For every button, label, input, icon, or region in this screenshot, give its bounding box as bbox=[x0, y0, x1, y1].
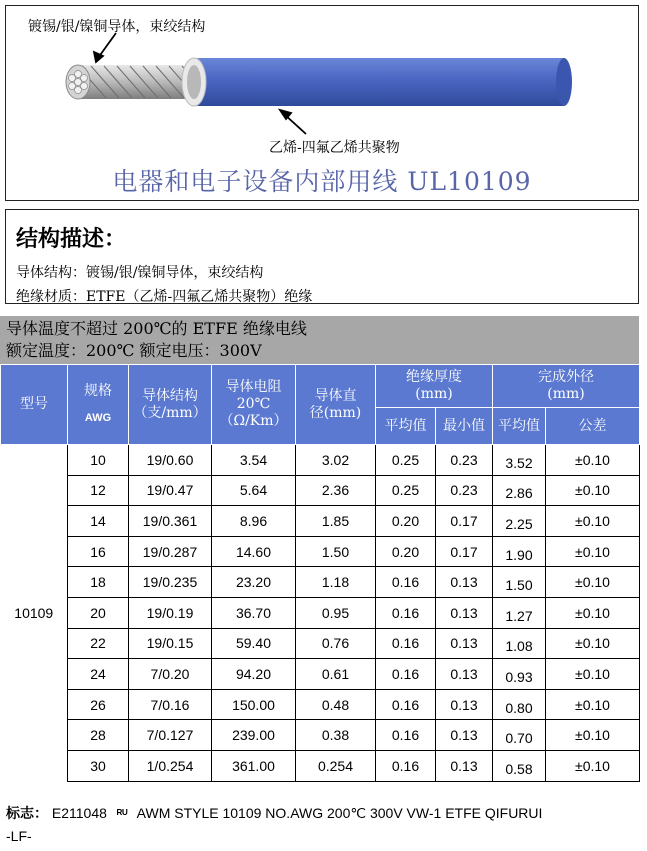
thickness-min-cell: 0.13 bbox=[436, 659, 493, 690]
model-cell: 10109 bbox=[1, 445, 68, 782]
structure-cell: 19/0.287 bbox=[129, 536, 212, 567]
outer-diameter-cell: 1.27 bbox=[493, 597, 546, 628]
thickness-min-cell: 0.13 bbox=[436, 567, 493, 598]
conductor-diameter-cell: 2.36 bbox=[296, 475, 376, 506]
header-od-label: 完成外径 bbox=[538, 369, 594, 385]
header-gauge bbox=[68, 365, 129, 445]
header-structure bbox=[129, 365, 212, 445]
awg-cell: 24 bbox=[68, 659, 129, 690]
thickness-avg-cell: 0.25 bbox=[376, 475, 436, 506]
structure-cell: 19/0.47 bbox=[129, 475, 212, 506]
structure-title: 结构描述： bbox=[16, 226, 127, 252]
spec-table bbox=[0, 364, 640, 782]
thickness-avg-cell: 0.16 bbox=[376, 567, 436, 598]
marking-line2: -LF- bbox=[6, 828, 32, 844]
table-row bbox=[1, 720, 640, 751]
header-resistance-unit: （Ω/Km） bbox=[219, 413, 288, 429]
thickness-avg-cell: 0.20 bbox=[376, 536, 436, 567]
conductor-diameter-cell: 0.95 bbox=[296, 597, 376, 628]
thickness-min-cell: 0.13 bbox=[436, 750, 493, 781]
structure-cell: 7/0.16 bbox=[129, 689, 212, 720]
awg-cell: 16 bbox=[68, 536, 129, 567]
header-thickness-avg: 平均值 bbox=[376, 408, 436, 445]
outer-diameter-cell: 0.58 bbox=[493, 750, 546, 781]
header-gauge-label: 规格 bbox=[84, 382, 112, 399]
conductor-diameter-cell: 0.254 bbox=[296, 750, 376, 781]
resistance-cell: 239.00 bbox=[212, 720, 296, 751]
thickness-avg-cell: 0.25 bbox=[376, 445, 436, 476]
thickness-avg-cell: 0.16 bbox=[376, 628, 436, 659]
thickness-min-cell: 0.13 bbox=[436, 720, 493, 751]
resistance-cell: 36.70 bbox=[212, 597, 296, 628]
table-row bbox=[1, 445, 640, 476]
thickness-avg-cell: 0.16 bbox=[376, 597, 436, 628]
header-thickness-label: 绝缘厚度 bbox=[406, 369, 462, 385]
conductor-label: 镀锡/银/镍铜导体，束绞结构 bbox=[28, 19, 206, 35]
header-resistance bbox=[212, 365, 296, 445]
header-conductor-dia-1: 导体直 bbox=[314, 387, 357, 404]
ul-recognized-mark-icon: ᴿᵁ bbox=[116, 807, 128, 821]
outer-diameter-cell: 2.25 bbox=[493, 506, 546, 537]
resistance-cell: 59.40 bbox=[212, 628, 296, 659]
marking-section bbox=[6, 802, 640, 847]
header-outer-diameter bbox=[493, 365, 640, 408]
conductor-diameter-cell: 0.76 bbox=[296, 628, 376, 659]
thickness-avg-cell: 0.16 bbox=[376, 720, 436, 751]
thickness-min-cell: 0.13 bbox=[436, 689, 493, 720]
spec-table-body bbox=[1, 445, 640, 782]
tolerance-cell: ±0.10 bbox=[546, 567, 640, 598]
spec-line-temperature: 导体温度不超过 200℃的 ETFE 绝缘电线 bbox=[6, 319, 307, 338]
structure-cell: 19/0.60 bbox=[129, 445, 212, 476]
conductor-diameter-cell: 3.02 bbox=[296, 445, 376, 476]
conductor-diameter-cell: 1.85 bbox=[296, 506, 376, 537]
outer-diameter-cell: 3.52 bbox=[493, 445, 546, 476]
tolerance-cell: ±0.10 bbox=[546, 536, 640, 567]
outer-diameter-cell: 0.70 bbox=[493, 720, 546, 751]
thickness-min-cell: 0.23 bbox=[436, 475, 493, 506]
awg-cell: 18 bbox=[68, 567, 129, 598]
structure-cell: 1/0.254 bbox=[129, 750, 212, 781]
header-resistance-label: 导体电阻 bbox=[225, 379, 282, 395]
awg-cell: 30 bbox=[68, 750, 129, 781]
structure-cell: 19/0.19 bbox=[129, 597, 212, 628]
tolerance-cell: ±0.10 bbox=[546, 445, 640, 476]
tolerance-cell: ±0.10 bbox=[546, 720, 640, 751]
conductor-structure-text: 导体结构：镀锡/银/镍铜导体，束绞结构 bbox=[16, 265, 264, 281]
tolerance-cell: ±0.10 bbox=[546, 659, 640, 690]
tolerance-cell: ±0.10 bbox=[546, 475, 640, 506]
outer-diameter-cell: 1.50 bbox=[493, 567, 546, 598]
insulation-material-text: 绝缘材质：ETFE（乙烯-四氟乙烯共聚物）绝缘 bbox=[16, 289, 313, 305]
product-banner bbox=[5, 5, 639, 201]
resistance-cell: 94.20 bbox=[212, 659, 296, 690]
header-structure-unit: （支/mm） bbox=[133, 404, 207, 421]
resistance-cell: 5.64 bbox=[212, 475, 296, 506]
structure-cell: 19/0.15 bbox=[129, 628, 212, 659]
header-od-avg: 平均值 bbox=[493, 408, 546, 445]
header-conductor-dia-2: 径(mm) bbox=[309, 404, 362, 421]
marking-lead: 标志： bbox=[6, 806, 48, 822]
structure-cell: 19/0.235 bbox=[129, 567, 212, 598]
header-model: 型号 bbox=[1, 365, 68, 445]
thickness-avg-cell: 0.20 bbox=[376, 506, 436, 537]
thickness-min-cell: 0.13 bbox=[436, 628, 493, 659]
awg-cell: 20 bbox=[68, 597, 129, 628]
awg-cell: 26 bbox=[68, 689, 129, 720]
outer-diameter-cell: 0.93 bbox=[493, 659, 546, 690]
resistance-cell: 14.60 bbox=[212, 536, 296, 567]
tolerance-cell: ±0.10 bbox=[546, 750, 640, 781]
header-insulation-thickness bbox=[376, 365, 493, 408]
thickness-min-cell: 0.13 bbox=[436, 597, 493, 628]
tolerance-cell: ±0.10 bbox=[546, 689, 640, 720]
conductor-diameter-cell: 0.48 bbox=[296, 689, 376, 720]
structure-cell: 19/0.361 bbox=[129, 506, 212, 537]
header-conductor-diameter bbox=[296, 365, 376, 445]
table-row bbox=[1, 506, 640, 537]
spec-line-ratings: 额定温度：200℃ 额定电压：300V bbox=[6, 341, 262, 360]
table-row bbox=[1, 659, 640, 690]
resistance-cell: 23.20 bbox=[212, 567, 296, 598]
resistance-cell: 8.96 bbox=[212, 506, 296, 537]
table-row bbox=[1, 750, 640, 781]
header-od-tolerance: 公差 bbox=[546, 408, 640, 445]
table-row bbox=[1, 628, 640, 659]
outer-diameter-cell: 0.80 bbox=[493, 689, 546, 720]
marking-code: E211048 bbox=[51, 805, 107, 821]
outer-diameter-cell: 1.90 bbox=[493, 536, 546, 567]
resistance-cell: 361.00 bbox=[212, 750, 296, 781]
conductor-diameter-cell: 1.50 bbox=[296, 536, 376, 567]
conductor-diameter-cell: 0.61 bbox=[296, 659, 376, 690]
spec-bar bbox=[0, 316, 639, 364]
header-od-unit: (mm) bbox=[547, 386, 585, 402]
thickness-min-cell: 0.17 bbox=[436, 536, 493, 567]
header-gauge-unit: AWG bbox=[84, 411, 112, 424]
marking-text: AWM STYLE 10109 NO.AWG 200℃ 300V VW-1 ETFE QIFURUI bbox=[136, 805, 543, 821]
table-row bbox=[1, 689, 640, 720]
resistance-cell: 3.54 bbox=[212, 445, 296, 476]
outer-diameter-cell: 1.08 bbox=[493, 628, 546, 659]
conductor-diameter-cell: 1.18 bbox=[296, 567, 376, 598]
thickness-avg-cell: 0.16 bbox=[376, 689, 436, 720]
thickness-min-cell: 0.17 bbox=[436, 506, 493, 537]
conductor-diameter-cell: 0.38 bbox=[296, 720, 376, 751]
structure-cell: 7/0.127 bbox=[129, 720, 212, 751]
tolerance-cell: ±0.10 bbox=[546, 506, 640, 537]
insulation-label: 乙烯-四氟乙烯共聚物 bbox=[269, 140, 400, 156]
header-structure-label: 导体结构 bbox=[142, 387, 198, 404]
structure-section bbox=[5, 209, 639, 304]
awg-cell: 14 bbox=[68, 506, 129, 537]
tolerance-cell: ±0.10 bbox=[546, 597, 640, 628]
thickness-avg-cell: 0.16 bbox=[376, 659, 436, 690]
header-resistance-temp: 20℃ bbox=[236, 396, 271, 412]
awg-cell: 28 bbox=[68, 720, 129, 751]
table-row bbox=[1, 475, 640, 506]
page-title: 电器和电子设备内部用线 UL10109 bbox=[112, 167, 532, 196]
thickness-avg-cell: 0.16 bbox=[376, 750, 436, 781]
table-row bbox=[1, 597, 640, 628]
awg-cell: 12 bbox=[68, 475, 129, 506]
thickness-min-cell: 0.23 bbox=[436, 445, 493, 476]
outer-diameter-cell: 2.86 bbox=[493, 475, 546, 506]
header-thickness-unit: (mm) bbox=[415, 386, 453, 402]
awg-cell: 10 bbox=[68, 445, 129, 476]
table-row bbox=[1, 536, 640, 567]
awg-cell: 22 bbox=[68, 628, 129, 659]
tolerance-cell: ±0.10 bbox=[546, 628, 640, 659]
header-thickness-min: 最小值 bbox=[436, 408, 493, 445]
table-row bbox=[1, 567, 640, 598]
structure-cell: 7/0.20 bbox=[129, 659, 212, 690]
resistance-cell: 150.00 bbox=[212, 689, 296, 720]
